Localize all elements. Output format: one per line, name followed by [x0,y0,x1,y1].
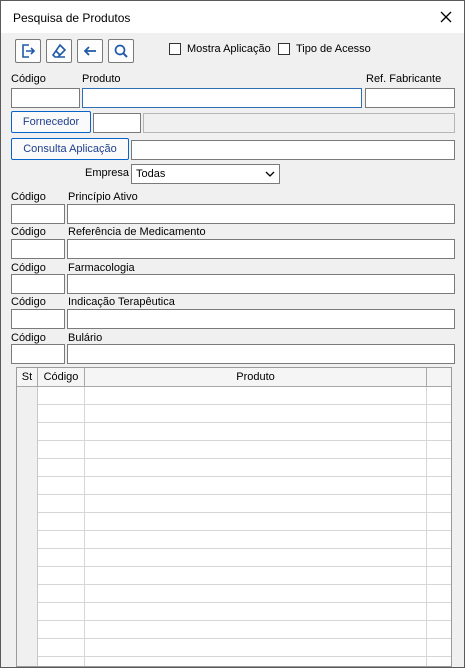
checkbox-box[interactable] [169,43,181,55]
back-button[interactable] [77,39,103,63]
table-cell[interactable] [38,405,85,423]
table-cell[interactable] [85,531,427,549]
referencia-medicamento-label: Referência de Medicamento [68,226,206,238]
table-cell[interactable] [38,567,85,585]
table-cell[interactable] [85,567,427,585]
indicacao-terapeutica-codigo-input[interactable] [11,309,65,329]
tipo-acesso-checkbox[interactable] [278,43,371,55]
table-cell[interactable] [427,387,452,405]
checkbox-box[interactable] [278,43,290,55]
table-row[interactable] [17,621,451,639]
table-cell[interactable] [38,549,85,567]
table-cell[interactable] [427,513,452,531]
table-row[interactable] [17,495,451,513]
table-cell[interactable] [85,621,427,639]
table-row[interactable] [17,531,451,549]
principio-ativo-codigo-label: Código [11,191,46,203]
table-cell[interactable] [17,513,38,531]
table-cell[interactable] [17,531,38,549]
title-bar [1,1,464,33]
table-cell[interactable] [38,459,85,477]
bulario-codigo-input[interactable] [11,344,65,364]
table-cell[interactable] [17,459,38,477]
table-cell[interactable] [17,603,38,621]
table-cell[interactable] [17,477,38,495]
table-cell[interactable] [427,531,452,549]
table-cell[interactable] [38,513,85,531]
table-row[interactable] [17,387,451,405]
table-row[interactable] [17,603,451,621]
referencia-medicamento-codigo-input[interactable] [11,239,65,259]
search-icon [113,43,129,59]
mostra-aplicacao-label: Mostra Aplicação [187,43,271,55]
exit-icon [20,43,36,59]
table-row[interactable] [17,585,451,603]
table-row[interactable] [17,513,451,531]
bulario-label: Bulário [68,332,103,344]
principio-ativo-codigo-input[interactable] [11,204,65,224]
column-header-codigo[interactable]: Código [38,368,85,386]
table-cell[interactable] [38,621,85,639]
table-row[interactable] [17,549,451,567]
close-icon [440,11,452,23]
table-cell[interactable] [17,621,38,639]
farmacologia-label: Farmacologia [68,262,135,274]
table-cell[interactable] [17,639,38,657]
fornecedor-code-input[interactable] [93,113,141,133]
farmacologia-codigo-input[interactable] [11,274,65,294]
consulta-aplicacao-button[interactable]: Consulta Aplicação [11,138,129,160]
fornecedor-button[interactable]: Fornecedor [11,111,91,133]
table-cell[interactable] [85,477,427,495]
table-cell[interactable] [17,441,38,459]
table-cell[interactable] [427,585,452,603]
table-cell[interactable] [38,441,85,459]
table-cell[interactable] [427,459,452,477]
chevron-down-icon [265,169,275,179]
table-cell[interactable] [38,495,85,513]
table-cell[interactable] [427,567,452,585]
table-cell[interactable] [85,495,427,513]
clear-button[interactable] [46,39,72,63]
table-cell[interactable] [427,657,452,667]
table-row[interactable] [17,423,451,441]
table-cell[interactable] [17,387,38,405]
table-cell[interactable] [17,405,38,423]
table-cell[interactable] [427,621,452,639]
table-cell[interactable] [38,639,85,657]
back-arrow-icon [82,43,98,59]
table-cell[interactable] [38,531,85,549]
column-header-st[interactable]: St [17,368,38,386]
table-cell[interactable] [17,495,38,513]
table-cell[interactable] [85,459,427,477]
produto-label: Produto [82,73,121,85]
table-cell[interactable] [85,423,427,441]
table-row[interactable] [17,639,451,657]
table-cell[interactable] [17,423,38,441]
table-row[interactable] [17,567,451,585]
empresa-label: Empresa [85,167,130,179]
column-header-produto[interactable]: Produto [85,368,427,386]
bulario-codigo-label: Código [11,332,46,344]
fornecedor-name-input [143,113,455,133]
bulario-input[interactable] [67,344,455,364]
table-row[interactable] [17,459,451,477]
indicacao-terapeutica-codigo-label: Código [11,296,46,308]
table-cell[interactable] [17,549,38,567]
farmacologia-codigo-label: Código [11,262,46,274]
table-cell[interactable] [427,441,452,459]
empresa-select[interactable] [131,164,280,184]
codigo-input[interactable] [11,88,80,108]
table-row[interactable] [17,477,451,495]
principio-ativo-label: Princípio Ativo [68,191,138,203]
table-cell[interactable] [427,639,452,657]
produto-input[interactable] [82,88,362,108]
table-cell[interactable] [85,639,427,657]
table-cell[interactable] [85,441,427,459]
table-cell[interactable] [38,657,85,667]
table-cell[interactable] [85,603,427,621]
exit-button[interactable] [15,39,41,63]
table-cell[interactable] [38,477,85,495]
window-title: Pesquisa de Produtos [13,11,131,25]
table-row[interactable] [17,405,451,423]
table-cell[interactable] [17,567,38,585]
principio-ativo-input[interactable] [67,204,455,224]
search-button[interactable] [108,39,134,63]
table-cell[interactable] [85,585,427,603]
tipo-acesso-label: Tipo de Acesso [296,43,371,55]
consulta-aplicacao-input[interactable] [131,140,455,160]
table-cell[interactable] [427,549,452,567]
mostra-aplicacao-checkbox[interactable] [169,43,271,55]
table-row[interactable] [17,657,451,667]
table-cell[interactable] [17,657,38,667]
table-cell[interactable] [427,423,452,441]
farmacologia-input[interactable] [67,274,455,294]
table-cell[interactable] [17,585,38,603]
table-cell[interactable] [85,657,427,667]
empresa-selected-value: Todas [136,168,166,180]
table-cell[interactable] [427,603,452,621]
ref-fabricante-label: Ref. Fabricante [366,73,442,85]
products-grid[interactable] [16,367,452,667]
table-cell[interactable] [427,495,452,513]
table-row[interactable] [17,441,451,459]
table-cell[interactable] [85,549,427,567]
ref-fabricante-input[interactable] [365,88,455,108]
table-cell[interactable] [38,585,85,603]
table-cell[interactable] [85,405,427,423]
grid-header [17,368,451,387]
table-cell[interactable] [85,513,427,531]
column-header-extra [427,368,452,386]
table-cell[interactable] [427,477,452,495]
table-cell[interactable] [38,603,85,621]
table-cell[interactable] [38,423,85,441]
table-cell[interactable] [85,387,427,405]
indicacao-terapeutica-label: Indicação Terapêutica [68,296,175,308]
eraser-icon [51,43,67,59]
table-cell[interactable] [427,405,452,423]
table-cell[interactable] [38,387,85,405]
codigo-label: Código [11,73,46,85]
referencia-medicamento-input[interactable] [67,239,455,259]
indicacao-terapeutica-input[interactable] [67,309,455,329]
referencia-medicamento-codigo-label: Código [11,226,46,238]
close-button[interactable] [436,7,456,27]
